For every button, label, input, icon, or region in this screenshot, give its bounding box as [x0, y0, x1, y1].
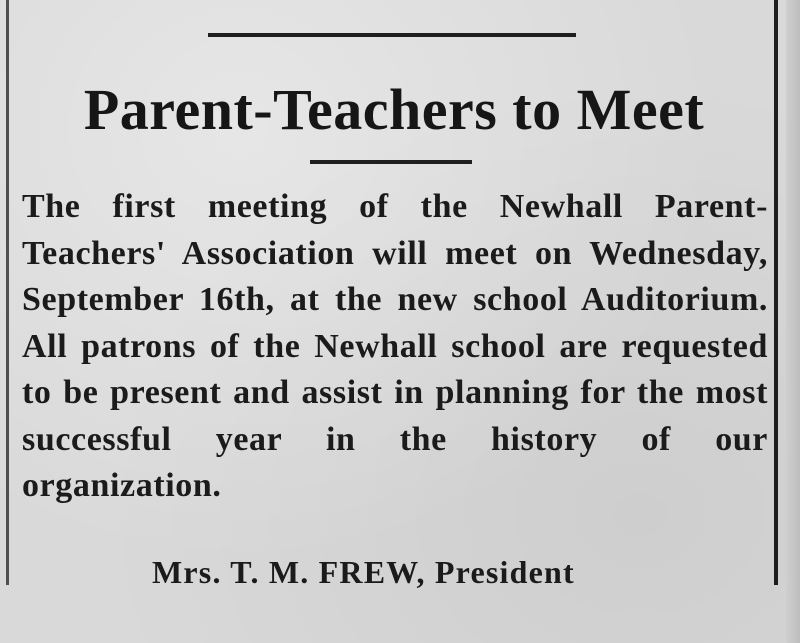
article-body: The first meeting of the Newhall Parent-Teachers' Association will meet on Wednesday, September 16th, at the new school Auditorium. All patrons of the Newhall school are requested to be present and assist in planning for the most successful year in the history of our organization.: [22, 188, 768, 504]
headline-divider-rule: [310, 160, 472, 164]
top-divider-rule: [208, 33, 576, 37]
right-column-rule: [774, 0, 778, 585]
adjacent-column-edge: [786, 0, 800, 643]
article-signature: Mrs. T. M. FREW, President: [152, 554, 575, 590]
article-headline: Parent-Teachers to Meet: [83, 77, 705, 142]
left-column-rule: [6, 0, 9, 585]
